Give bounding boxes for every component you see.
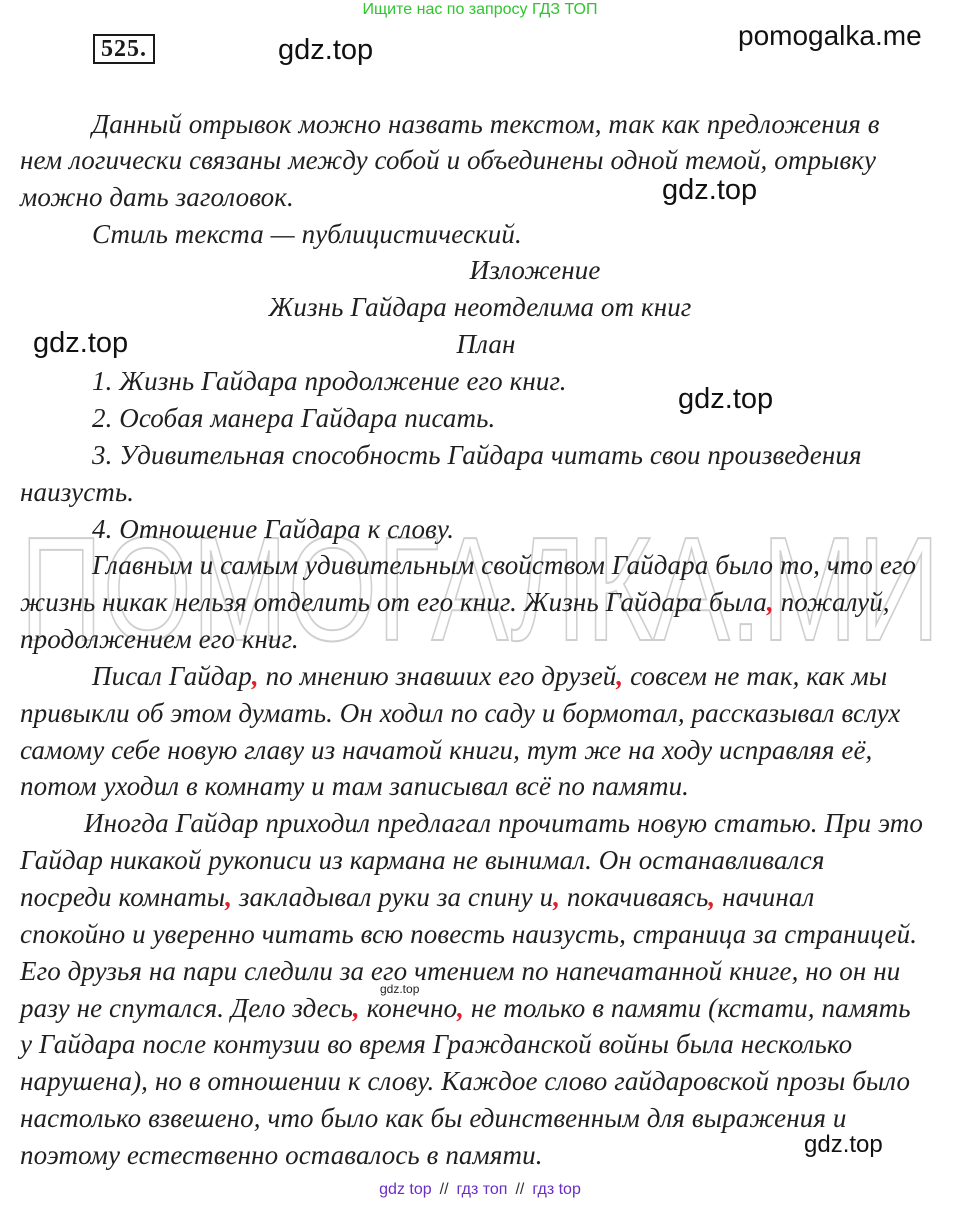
footer-link-gdz-top-ru[interactable]: гдз топ [456,1181,508,1198]
paragraph-3-line-2: привыкли об этом думать. Он ходил по саду и бормотал, рассказывал вслух [20,698,901,728]
p4-l6-part-b: конечно [359,993,458,1023]
footer-separator: // [439,1181,449,1198]
p4-l6-part-c: не только в памяти (кстати, память [464,993,911,1023]
paragraph-1-line-2: нем логически связаны между собой и объединены одной темой, отрывку [20,145,877,175]
style-line: Стиль текста — публицистический. [92,219,522,249]
red-comma: , [457,993,465,1023]
task-number-box: 525. [93,34,155,64]
plan-heading: План [456,329,516,359]
red-comma: , [553,882,561,912]
red-comma: , [616,661,624,691]
plan-item-3: 3. Удивительная способность Гайдара читать свои произведения [92,440,862,470]
paragraph-2-line-3: продолжением его книг. [20,624,299,654]
background-watermark-text: ПОМОГАЛКА.МИ [20,507,940,672]
gdz-watermark-3: gdz.top [33,327,129,359]
plan-item-2: 2. Особая манера Гайдара писать. [92,403,496,433]
paragraph-3-line-1 [92,661,887,692]
p2-l2-part-a: жизнь никак нельзя отделить от его книг. Жизнь Гайдара была [20,587,767,617]
p4-l6-part-a: разу не спутался. Дело здесь [20,993,353,1023]
paragraph-4-line-5: Его друзья на пари следили за его чтением по напечатанной книге, но он ни [20,956,901,986]
paragraph-3-line-3: самому себе новую главу из начатой книги, тут же на ходу исправляя её, [20,735,873,765]
p4-l3-part-a: посреди комнаты [20,882,226,912]
footer-separator: // [515,1181,525,1198]
p4-l3-part-b: закладывал руки за спину и [232,882,554,912]
paragraph-2-line-2 [20,587,890,618]
paragraph-4-line-9: настолько взвешено, что было как бы единственным для выражения и [20,1103,847,1133]
red-comma: , [251,661,259,691]
paragraph-4-line-3 [20,882,814,913]
paragraph-4-line-1: Иногда Гайдар приходил предлагал прочитать новую статью. При это [84,808,923,838]
footer-link-gdz-top[interactable]: gdz top [379,1181,432,1198]
paragraph-4-line-6 [20,993,911,1024]
footer-link-gdz-top-mixed[interactable]: гдз top [532,1181,581,1198]
paragraph-1-line-1: Данный отрывок можно назвать текстом, так как предложения в [92,109,880,139]
p4-l3-part-d: начинал [715,882,815,912]
red-comma: , [708,882,716,912]
paragraph-3-line-4: потом уходил в комнату и там записывал всё по памяти. [20,771,690,801]
paragraph-4-line-2: Гайдар никакой рукописи из кармана не вынимал. Он останавливался [20,845,825,875]
p3-l1-part-b: по мнению знавших его друзей [258,661,617,691]
paragraph-1-line-3: можно дать заголовок. [20,182,294,212]
gdz-watermark-small: gdz.top [380,982,420,996]
essay-title: Жизнь Гайдара неотделима от книг [268,292,692,322]
plan-item-3-cont: наизусть. [20,477,135,507]
paragraph-2-line-1: Главным и самым удивительным свойством Гайдара было то, что его [92,550,917,580]
red-comma: , [225,882,233,912]
brand-logo-text: pomogalka.me [738,20,922,51]
plan-item-4: 4. Отношение Гайдара к слову. [92,514,455,544]
plan-item-1: 1. Жизнь Гайдара продолжение его книг. [92,366,567,396]
paragraph-4-line-7: у Гайдара после контузии во время Гражданской войны была несколько [20,1029,853,1059]
red-comma: , [766,587,774,617]
gdz-watermark-2: gdz.top [662,174,758,206]
heading-izlozhenie: Изложение [469,255,601,285]
paragraph-4-line-10: поэтому естественно оставалось в памяти. [20,1140,543,1170]
paragraph-4-line-4: спокойно и уверенно читать всю повесть наизусть, страница за страницей. [20,919,918,949]
gdz-watermark-1: gdz.top [278,34,374,66]
p2-l2-part-b: пожалуй, [773,587,890,617]
footer-links [0,1181,960,1199]
paragraph-4-line-8: нарушена), но в отношении к слову. Каждое слово гайдаровской прозы было [20,1066,911,1096]
p3-l1-part-a: Писал Гайдар [92,661,252,691]
p4-l3-part-c: покачиваясь [560,882,709,912]
top-banner: Ищите нас по запросу ГДЗ ТОП [362,1,598,18]
p3-l1-part-c: совсем не так, как мы [623,661,888,691]
red-comma: , [352,993,360,1023]
gdz-watermark-4: gdz.top [678,383,774,415]
gdz-watermark-5: gdz.top [804,1131,883,1158]
